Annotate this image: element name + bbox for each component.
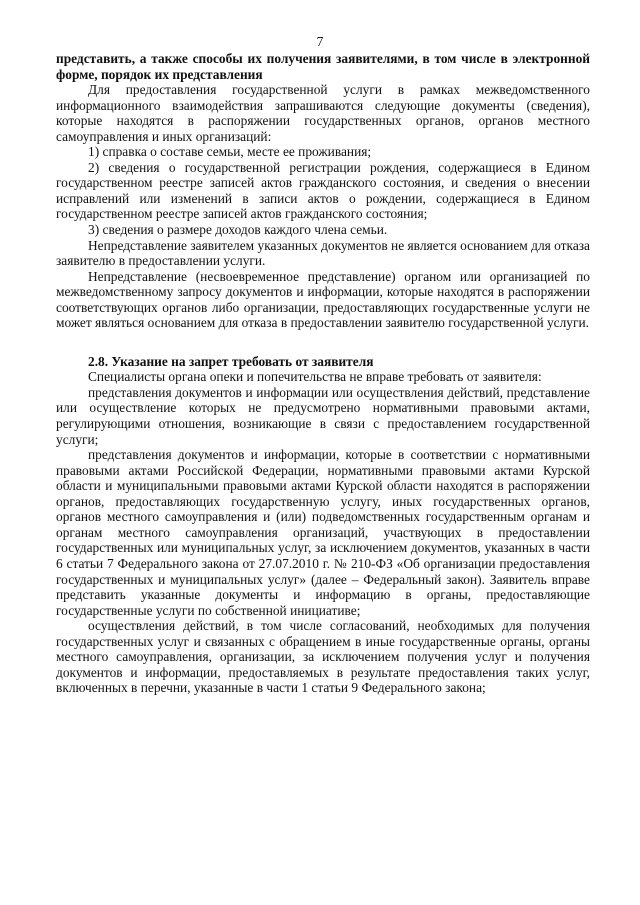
list-item-prohibition: представления документов и информации или осуществления действий, представление или осуществление которых не предусмотрено нормативными правовыми актами, регулирующими отношения, возникающие в связи с предоставлением государственной услуги;: [56, 384, 590, 447]
document-body: [56, 51, 590, 696]
paragraph-interagency-request: Для предоставления государственной услуги в рамках межведомственного информационного взаимодействия запрашиваются следующие документы (сведения), которые находятся в распоряжении государственных органов, органов местного самоуправления и иных организаций:: [56, 82, 590, 144]
list-item-prohibition: представления документов и информации, которые в соответствии с нормативными правовыми актами Российской Федерации, нормативными правовыми актами Курской области и муниципальными правовыми актами Курской области находятся в распоряжении органов, предоставляющих государственную услугу, иных государственных органов, органов местного самоуправления и (или) подведомственных государственным органам и органам местного самоуправления организаций, участвующих в предоставлении государственных или муниципальных услуг, за исключением документов, указанных в части 6 статьи 7 Федерального закона от 27.07.2010 г. № 210-ФЗ «Об организации предоставления государственных и муниципальных услуг» (далее – Федеральный закон). Заявитель вправе представить указанные документы и информацию в органы, предоставляющие государственные услуги по собственной инициативе;: [56, 447, 590, 618]
page-number: 7: [316, 34, 324, 49]
list-item-income-info: 3) сведения о размере доходов каждого члена семьи.: [88, 222, 388, 238]
list-item-birth-registration: 2) сведения о государственной регистрации рождения, содержащиеся в Едином государственном реестре записей актов гражданского состояния, и сведения о внесении исправлений или изменений в записи актов о рождении, содержащиеся в Едином государственном реестре записей актов гражданского состояния;: [56, 159, 590, 222]
list-item-family-certificate: 1) справка о составе семьи, месте ее проживания;: [88, 144, 372, 160]
paragraph-untimely-submission: Непредставление (несвоевременное представление) органом или организацией по межведомственному запросу документов и информации, которые находятся в распоряжении соответствующих органов либо организации, предоставляющих государственные услуги не может являться основанием для отказа в предоставлении заявителю государственной услуги.: [56, 268, 590, 331]
paragraph-non-submission: Непредставление заявителем указанных документов не является основанием для отказа заявителю в предоставлении услуги.: [56, 237, 590, 269]
section-heading: 2.8. Указание на запрет требовать от заявителя: [88, 353, 374, 369]
section-heading-continuation: представить, а также способы их получения заявителями, в том числе в электронной форме, порядок их представления: [56, 51, 590, 82]
list-item-prohibition: осуществления действий, в том числе согласований, необходимых для получения государственных услуг и связанных с обращением в иные государственные органы, органы местного самоуправления, организации, за исключением получения услуг и получения документов и информации, предоставляемых в результате предоставления таких услуг, включенных в перечни, указанные в части 1 статьи 9 Федерального закона;: [56, 618, 590, 696]
paragraph-prohibition-intro: Специалисты органа опеки и попечительства не вправе требовать от заявителя:: [88, 369, 542, 385]
